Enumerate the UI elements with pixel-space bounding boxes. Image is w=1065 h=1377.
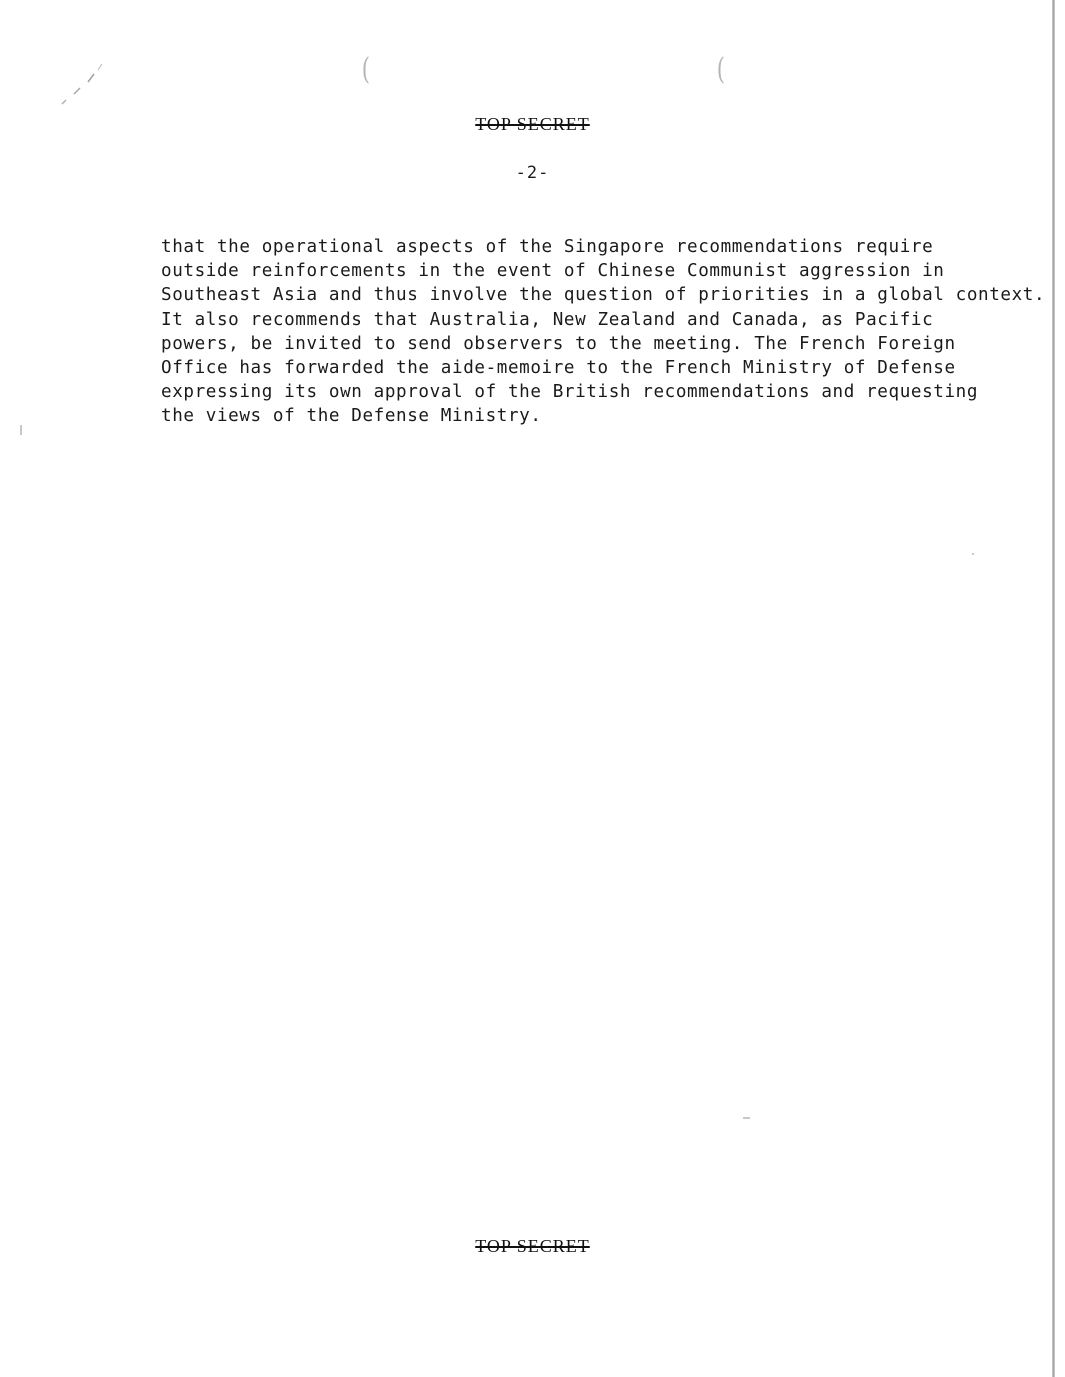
body-line: Office has forwarded the aide-memoire to the French Ministry of Defense — [161, 357, 956, 378]
body-line: the views of the Defense Ministry. — [161, 406, 542, 427]
body-line: outside reinforcements in the event of Chinese Communist aggression in — [161, 261, 945, 282]
body-line: that the operational aspects of the Singapore recommendations require — [161, 237, 934, 257]
body-line: expressing its own approval of the British recommendations and requesting — [161, 382, 979, 403]
scan-speck — [20, 425, 22, 435]
scan-speck — [743, 1117, 750, 1119]
classification-label: TOP SECRET — [475, 1236, 590, 1256]
body-paragraph — [161, 235, 1046, 429]
page-number: -2- — [515, 163, 550, 183]
page-edge — [1052, 0, 1055, 1377]
scan-speck — [972, 553, 974, 555]
page-margin — [1055, 0, 1065, 1377]
scan-mark-left: ( — [361, 52, 370, 87]
body-line: Southeast Asia and thus involve the question of priorities in a global context. — [161, 285, 1046, 306]
body-line: powers, be invited to send observers to the meeting. The French Foreign — [161, 333, 956, 354]
scan-mark-right: ( — [716, 52, 725, 87]
classification-label: TOP SECRET — [475, 114, 590, 134]
classification-footer — [0, 1236, 1065, 1257]
classification-header — [0, 114, 1065, 135]
body-line: It also recommends that Australia, New Zealand and Canada, as Pacific — [161, 309, 934, 330]
scan-specks — [58, 60, 108, 110]
